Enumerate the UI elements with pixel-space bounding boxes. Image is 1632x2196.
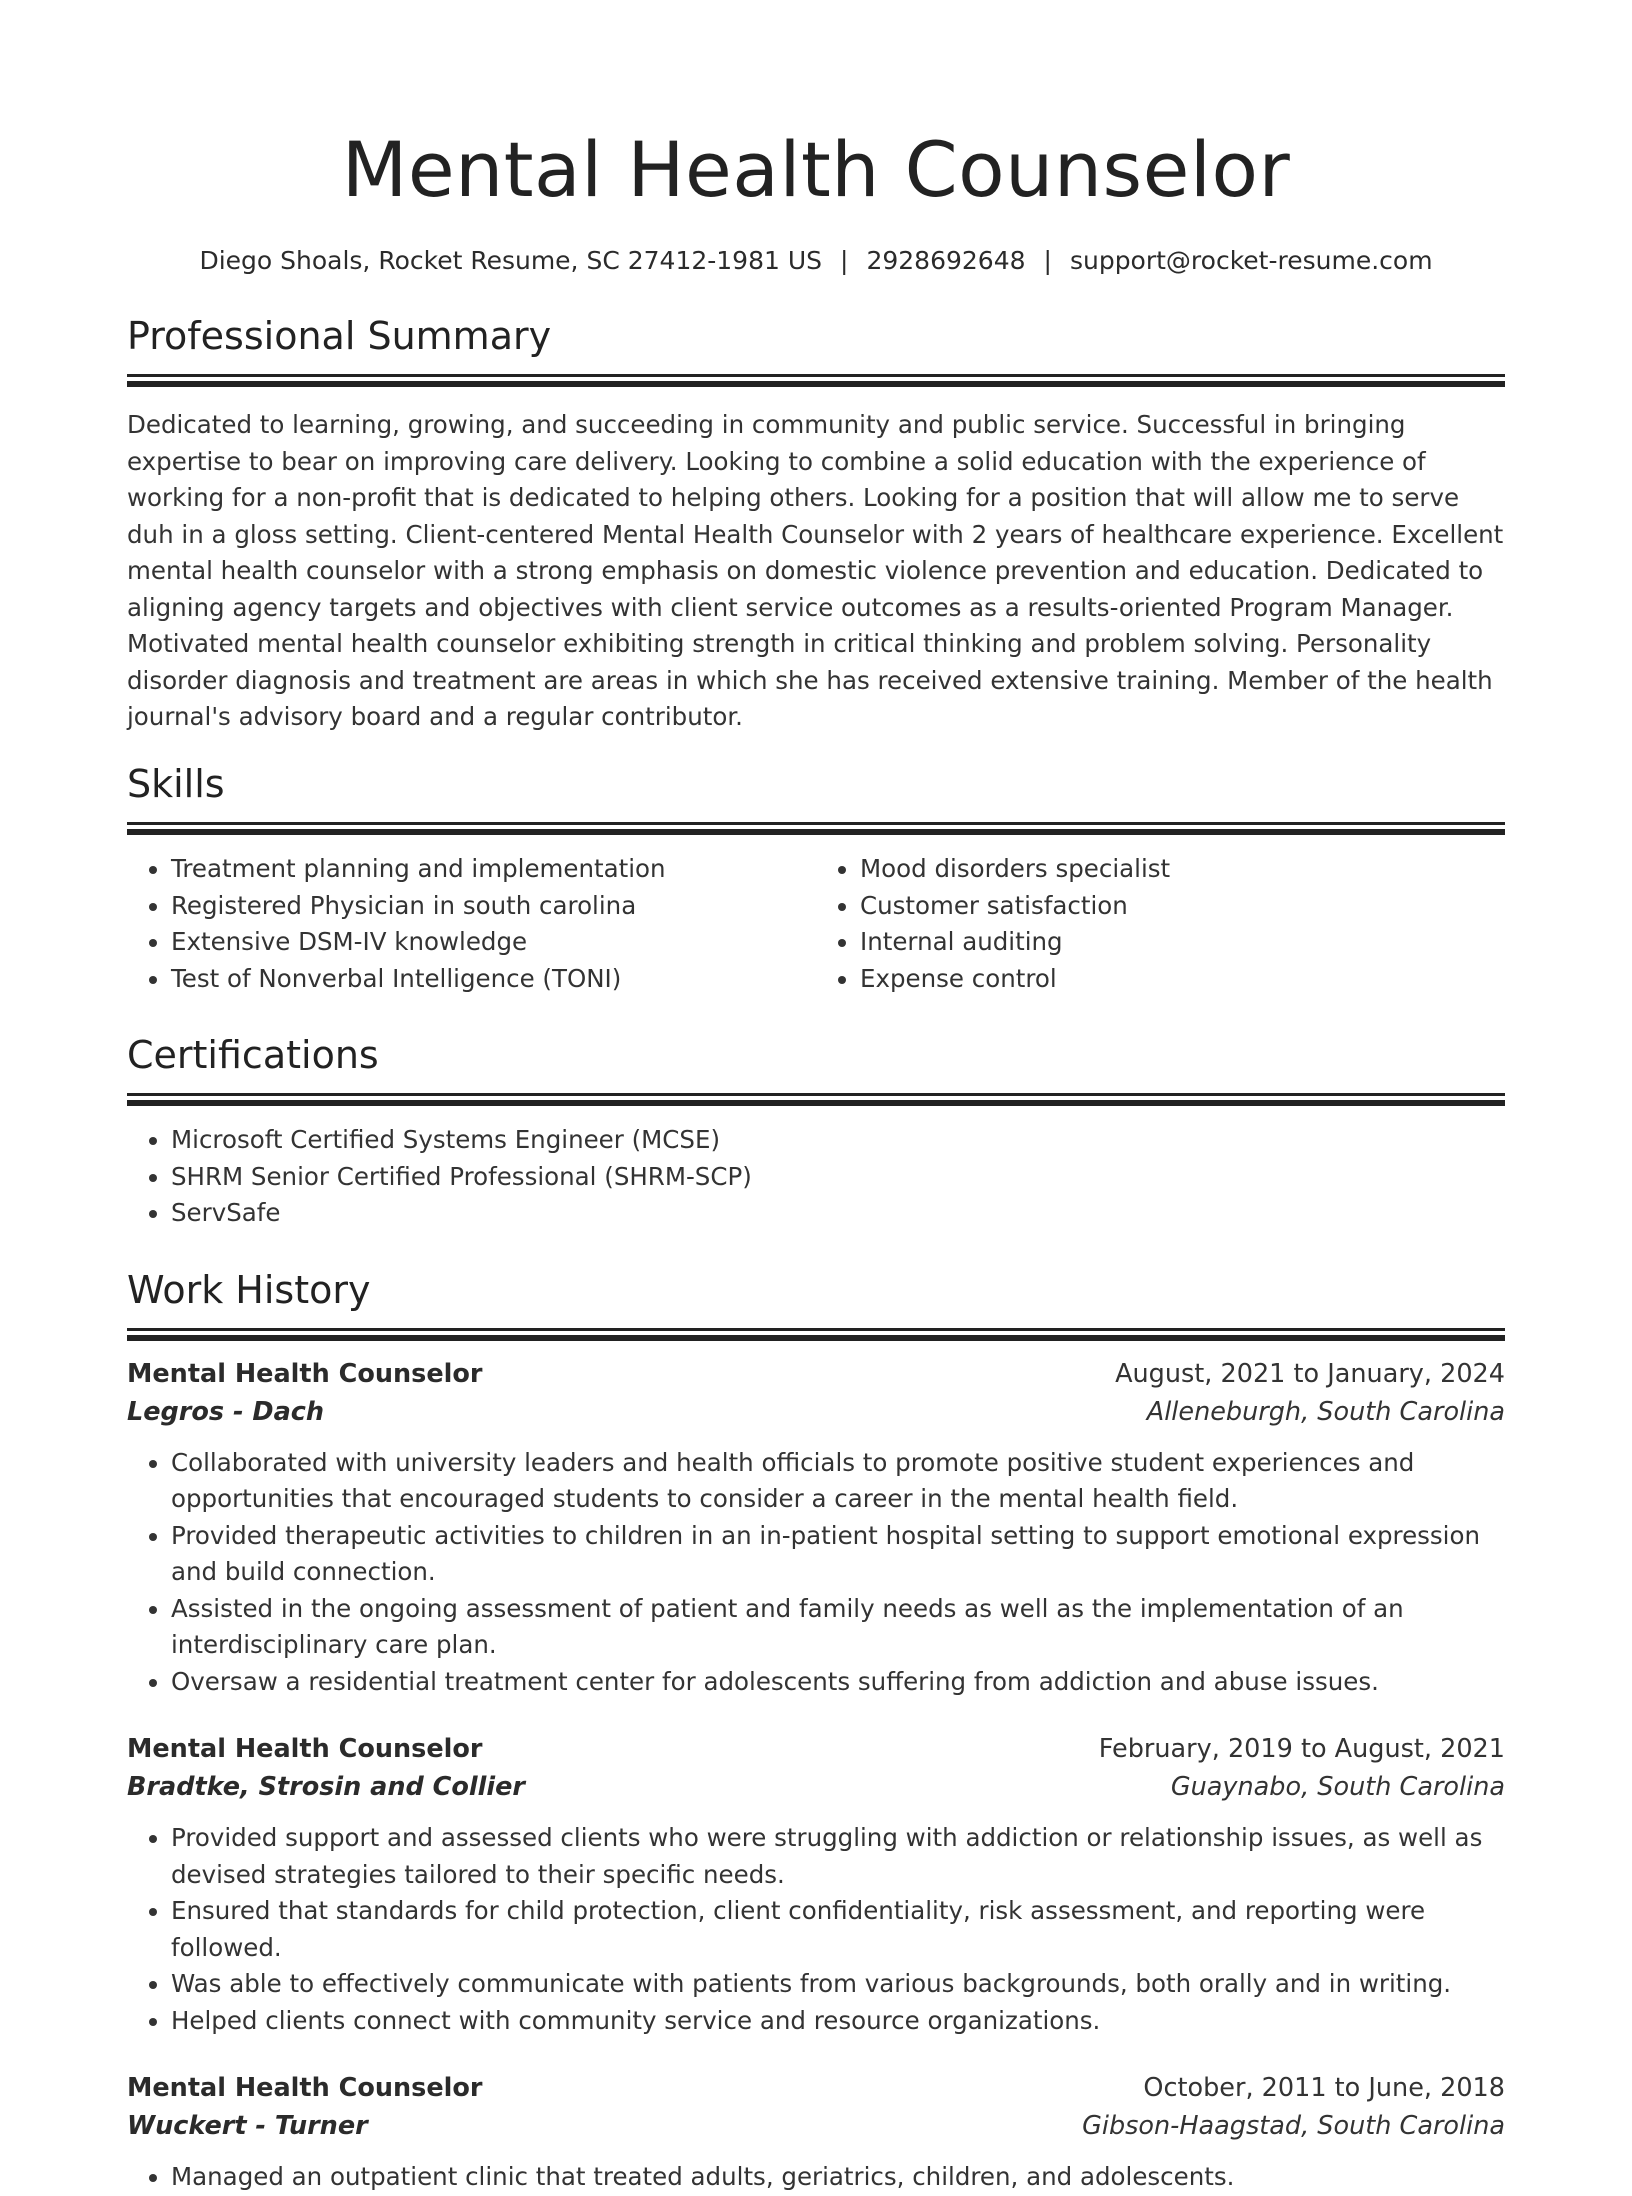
job-bullets bbox=[127, 2159, 1505, 2196]
job-bullet: • Managed an outpatient clinic that treated adults, geriatrics, children, and adolescents. bbox=[171, 2159, 1505, 2196]
summary-text: Dedicated to learning, growing, and succeeding in community and public service. Successful in bringing expertise to bear on improving care delivery. Looking to combine a solid education with the experience of working for a non-profit that is dedicated to helping others. Looking for a position that will allow me to serve duh in a gloss setting. Client-centered Mental Health Counselor with 2 years of healthcare experience. Excellent mental health counselor with a strong emphasis on domestic violence prevention and education. Dedicated to aligning agency targets and objectives with client service outcomes as a results-oriented Program Manager. Motivated mental health counselor exhibiting strength in critical thinking and problem solving. Personality disorder diagnosis and treatment are areas in which she has received extensive training. Member of the health journal's advisory board and a regular contributor. bbox=[127, 410, 1504, 731]
summary-section bbox=[127, 312, 1505, 736]
certifications-section bbox=[127, 1031, 1505, 1232]
skills-section bbox=[127, 760, 1505, 997]
job-bullet: • Provided support and assessed clients who were struggling with addiction or relationship issues, as well as devised strategies tailored to their specific needs. bbox=[171, 1820, 1505, 1893]
contact-separator: | bbox=[840, 246, 849, 275]
skill-item: • Registered Physician in south carolina bbox=[171, 888, 816, 925]
work-history-heading: Work History bbox=[127, 1267, 371, 1312]
certifications-list bbox=[127, 1122, 1505, 1232]
job-location: Alleneburgh, South Carolina bbox=[1146, 1396, 1505, 1427]
skills-right-list bbox=[816, 851, 1505, 997]
resume-title: Mental Health Counselor bbox=[341, 125, 1291, 214]
section-divider bbox=[127, 1093, 1505, 1096]
job-bullet: • Collaborated with university leaders and health officials to promote positive student experiences and opportunities that encouraged students to consider a career in the mental health field. bbox=[171, 1445, 1505, 1518]
section-divider bbox=[127, 374, 1505, 377]
job-company: Wuckert - Turner bbox=[127, 2111, 368, 2141]
job-entry bbox=[127, 1355, 1505, 1701]
summary-heading: Professional Summary bbox=[127, 314, 552, 358]
job-entry bbox=[127, 1730, 1505, 2039]
skill-item: • Test of Nonverbal Intelligence (TONI) bbox=[171, 961, 816, 998]
job-location: Guaynabo, South Carolina bbox=[1170, 1772, 1505, 1802]
job-title: Mental Health Counselor bbox=[127, 1734, 483, 1764]
contact-address: Diego Shoals, Rocket Resume, SC 27412-1981 US bbox=[199, 246, 823, 275]
job-title: Mental Health Counselor bbox=[127, 2073, 483, 2103]
certification-item: • ServSafe bbox=[171, 1195, 1505, 1232]
job-bullet: • Assisted in the ongoing assessment of patient and family needs as well as the implementation of an interdisciplinary care plan. bbox=[171, 1591, 1505, 1664]
skill-item: • Mood disorders specialist bbox=[860, 851, 1505, 888]
contact-separator: | bbox=[1043, 246, 1052, 275]
certifications-heading: Certifications bbox=[127, 1033, 379, 1077]
job-bullet: • Helped clients connect with community service and resource organizations. bbox=[171, 2003, 1505, 2040]
certification-item: • SHRM Senior Certified Professional (SHRM-SCP) bbox=[171, 1159, 1505, 1196]
job-bullet: • Ensured that standards for child protection, client confidentiality, risk assessment, and reporting were followed. bbox=[171, 1893, 1505, 1966]
skill-item: • Expense control bbox=[860, 961, 1505, 998]
skills-columns bbox=[127, 851, 1505, 997]
job-company: Legros - Dach bbox=[127, 1396, 325, 1427]
skill-item: • Treatment planning and implementation bbox=[171, 851, 816, 888]
job-bullet: • Provided therapeutic activities to children in an in-patient hospital setting to support emotional expression and build connection. bbox=[171, 1518, 1505, 1591]
job-employer-row bbox=[127, 1768, 1505, 1806]
work-history-section bbox=[127, 1266, 1505, 2196]
contact-line bbox=[127, 244, 1505, 278]
job-employer-row bbox=[127, 1393, 1505, 1431]
job-dates: August, 2021 to January, 2024 bbox=[1115, 1358, 1505, 1389]
job-company: Bradtke, Strosin and Collier bbox=[127, 1772, 525, 1802]
job-bullet: • Oversaw a residential treatment center for adolescents suffering from addiction and abuse issues. bbox=[171, 1664, 1505, 1701]
skill-item: • Extensive DSM-IV knowledge bbox=[171, 924, 816, 961]
skill-item: • Internal auditing bbox=[860, 924, 1505, 961]
contact-email: support@rocket-resume.com bbox=[1069, 246, 1433, 275]
certification-item: • Microsoft Certified Systems Engineer (MCSE) bbox=[171, 1122, 1505, 1159]
job-bullets bbox=[127, 1820, 1505, 2039]
job-employer-row bbox=[127, 2107, 1505, 2145]
job-header-row bbox=[127, 2069, 1505, 2107]
job-header-row bbox=[127, 1730, 1505, 1768]
section-divider bbox=[127, 1328, 1505, 1331]
job-dates: October, 2011 to June, 2018 bbox=[1143, 2073, 1505, 2103]
job-location: Gibson-Haagstad, South Carolina bbox=[1082, 2111, 1505, 2141]
skills-heading: Skills bbox=[127, 762, 225, 806]
job-title: Mental Health Counselor bbox=[127, 1358, 483, 1389]
contact-phone: 2928692648 bbox=[866, 246, 1026, 275]
job-entry bbox=[127, 2069, 1505, 2196]
skill-item: • Customer satisfaction bbox=[860, 888, 1505, 925]
job-header-row bbox=[127, 1355, 1505, 1393]
job-dates: February, 2019 to August, 2021 bbox=[1098, 1734, 1505, 1764]
job-bullets bbox=[127, 1445, 1505, 1701]
job-bullet: • Was able to effectively communicate with patients from various backgrounds, both orally and in writing. bbox=[171, 1966, 1505, 2003]
skills-left-list bbox=[127, 851, 816, 997]
section-divider bbox=[127, 822, 1505, 825]
